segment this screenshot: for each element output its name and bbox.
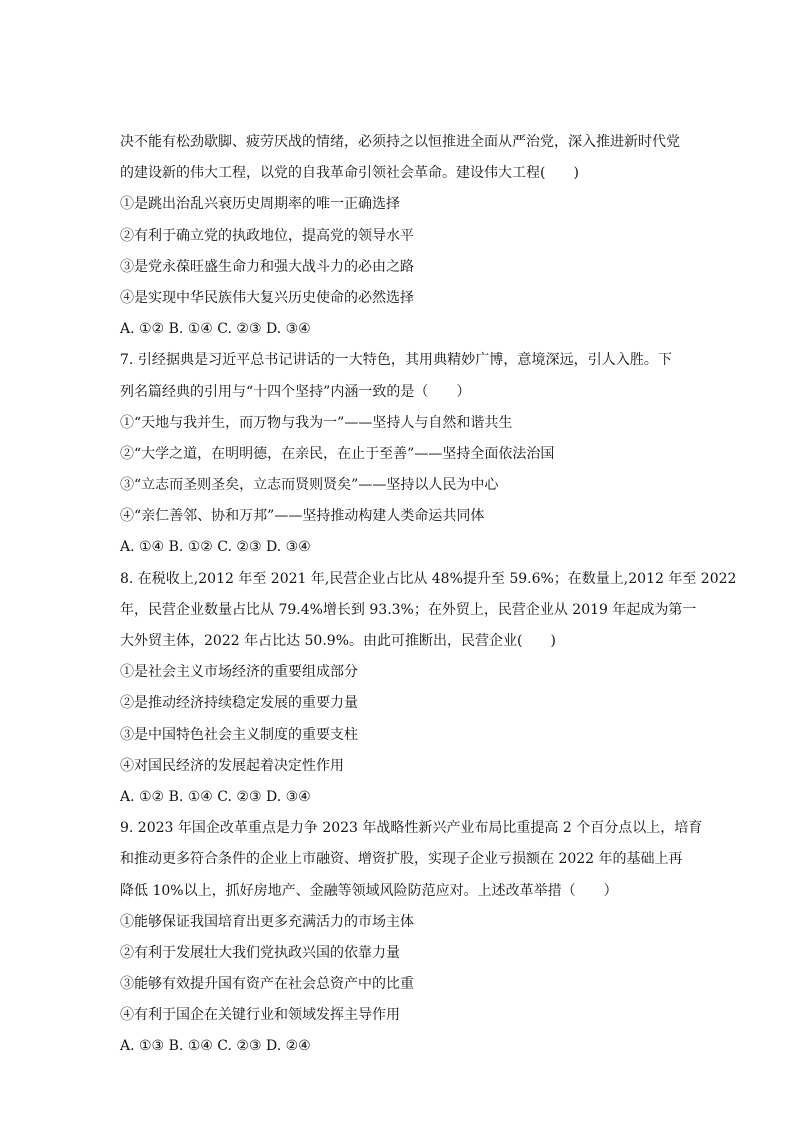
question-7-option-3: ③“立志而圣则圣矣，立志而贤则贤矣”——坚持以人民为中心 bbox=[120, 477, 499, 494]
question-9-option-2: ②有利于发展壮大我们党执政兴国的依靠力量 bbox=[120, 944, 400, 961]
question-9-option-4: ④有利于国企在关键行业和领域发挥主导作用 bbox=[120, 1007, 400, 1024]
question-7-option-4: ④“亲仁善邻、协和万邦”——坚持推动构建人类命运共同体 bbox=[120, 508, 485, 525]
question-6-answers: A. ①② B. ①④ C. ②③ D. ③④ bbox=[120, 321, 311, 338]
question-8-option-1: ①是社会主义市场经济的重要组成部分 bbox=[120, 664, 358, 681]
question-7-stem-line-1: 7. 引经据典是习近平总书记讲话的一大特色，其用典精妙广博，意境深远，引人入胜。下 bbox=[120, 352, 672, 369]
question-9-option-1: ①能够保证我国培育出更多充满活力的市场主体 bbox=[120, 913, 414, 930]
question-6-option-4: ④是实现中华民族伟大复兴历史使命的必然选择 bbox=[120, 289, 414, 306]
question-6-option-2: ②有利于确立党的执政地位，提高党的领导水平 bbox=[120, 227, 414, 244]
question-9-stem-line-1: 9. 2023 年国企改革重点是力争 2023 年战略性新兴产业布局比重提高 2 个百分点以上，培育 bbox=[120, 820, 703, 837]
question-9-stem-line-3: 降低 10%以上，抓好房地产、金融等领域风险防范应对。上述改革举措（ ） bbox=[120, 882, 618, 899]
question-6-stem-line-2: 的建设新的伟大工程，以党的自我革命引领社会革命。建设伟大工程( ) bbox=[120, 165, 579, 182]
question-8-option-3: ③是中国特色社会主义制度的重要支柱 bbox=[120, 726, 358, 743]
question-8-stem-line-3: 大外贸主体，2022 年占比达 50.9%。由此可推断出，民营企业( ) bbox=[120, 633, 556, 649]
question-9-answers: A. ①③ B. ①④ C. ②③ D. ②④ bbox=[120, 1038, 311, 1055]
question-9-option-3: ③能够有效提升国有资产在社会总资产中的比重 bbox=[120, 976, 414, 993]
document-page bbox=[120, 127, 737, 1063]
question-8-stem-line-2: 年，民营企业数量占比从 79.4%增长到 93.3%；在外贸上，民营企业从 2019 年起成为第一 bbox=[120, 601, 697, 618]
question-8-option-4: ④对国民经济的发展起着决定性作用 bbox=[120, 757, 344, 774]
question-7-stem-line-2: 列名篇经典的引用与“十四个坚持”内涵一致的是（ ） bbox=[120, 383, 471, 400]
question-8-answers: A. ①② B. ①④ C. ②③ D. ③④ bbox=[120, 788, 311, 805]
question-7-answers: A. ①④ B. ①② C. ②③ D. ③④ bbox=[120, 539, 311, 556]
question-7-option-1: ①“天地与我并生，而万物与我为一”——坚持人与自然和谐共生 bbox=[120, 414, 513, 431]
question-8-option-2: ②是推动经济持续稳定发展的重要力量 bbox=[120, 695, 358, 712]
question-7-option-2: ②“大学之道，在明明德，在亲民，在止于至善”——坚持全面依法治国 bbox=[120, 445, 555, 462]
question-9-stem-line-2: 和推动更多符合条件的企业上市融资、增资扩股，实现子企业亏损额在 2022 年的基础上再 bbox=[120, 851, 683, 868]
question-8-stem-line-1: 8. 在税收上,2012 年至 2021 年,民营企业占比从 48%提升至 59.6%；在数量上,2012 年至 2022 bbox=[120, 570, 737, 587]
question-6-option-3: ③是党永葆旺盛生命力和强大战斗力的必由之路 bbox=[120, 258, 414, 275]
question-6-stem-line-1: 决不能有松劲歇脚、疲劳厌战的情绪，必须持之以恒推进全面从严治党，深入推进新时代党 bbox=[120, 134, 680, 150]
question-6-option-1: ①是跳出治乱兴衰历史周期率的唯一正确选择 bbox=[120, 196, 400, 213]
